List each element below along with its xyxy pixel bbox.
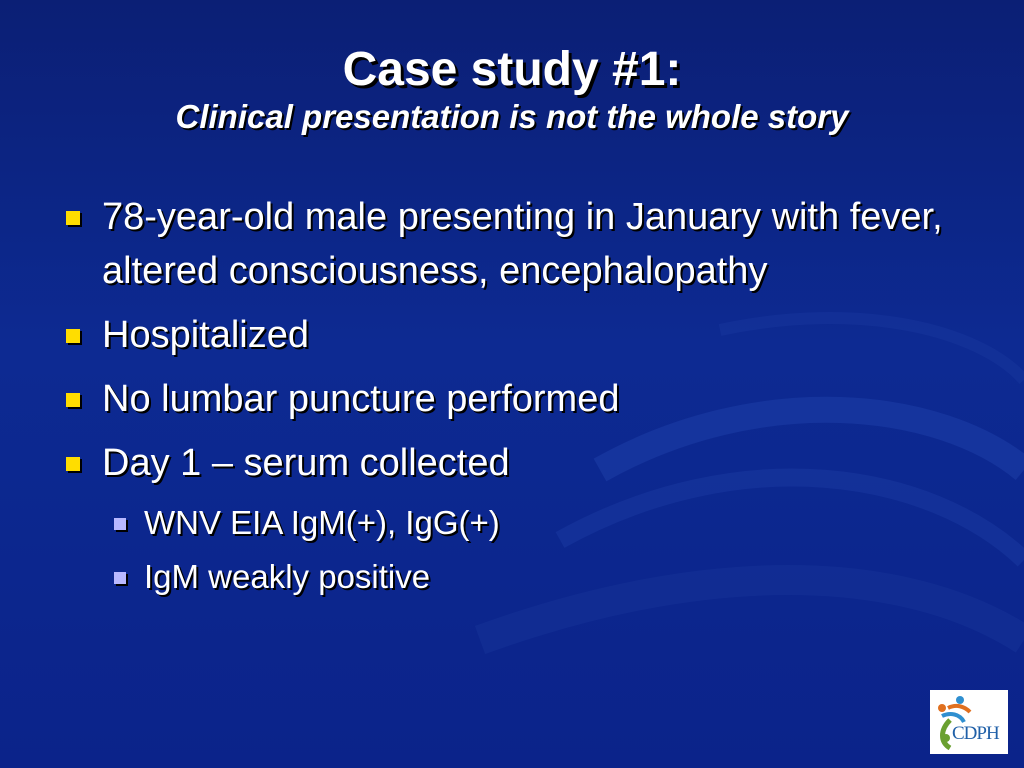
bullet-item bbox=[62, 308, 962, 362]
slide-title: Case study #1: bbox=[342, 43, 682, 96]
bullet-text: Day 1 – serum collected bbox=[102, 442, 510, 484]
sub-bullet-item bbox=[112, 550, 962, 604]
bullet-item bbox=[62, 372, 962, 426]
bullet-square-icon bbox=[66, 211, 80, 225]
bullet-item bbox=[62, 190, 962, 298]
sub-bullet-list bbox=[112, 496, 962, 604]
bullet-square-icon bbox=[66, 457, 80, 471]
bullet-text: No lumbar puncture performed bbox=[102, 378, 620, 420]
bullet-square-icon bbox=[66, 393, 80, 407]
logo-text: CDPH bbox=[952, 723, 999, 744]
sub-bullet-item bbox=[112, 496, 962, 550]
bullet-list bbox=[62, 190, 962, 604]
sub-bullet-square-icon bbox=[114, 572, 126, 584]
sub-bullet-text: IgM weakly positive bbox=[144, 558, 431, 595]
slide-subtitle: Clinical presentation is not the whole story bbox=[175, 98, 849, 135]
sub-bullet-square-icon bbox=[114, 518, 126, 530]
title-block bbox=[0, 42, 1024, 138]
cdph-logo bbox=[930, 690, 1008, 754]
sub-bullet-text: WNV EIA IgM(+), IgG(+) bbox=[144, 504, 500, 541]
bullet-square-icon bbox=[66, 329, 80, 343]
bullet-text: 78-year-old male presenting in January with fever, altered consciousness, encephalopathy bbox=[102, 196, 943, 292]
bullet-text: Hospitalized bbox=[102, 314, 309, 356]
bullet-item bbox=[62, 436, 962, 490]
